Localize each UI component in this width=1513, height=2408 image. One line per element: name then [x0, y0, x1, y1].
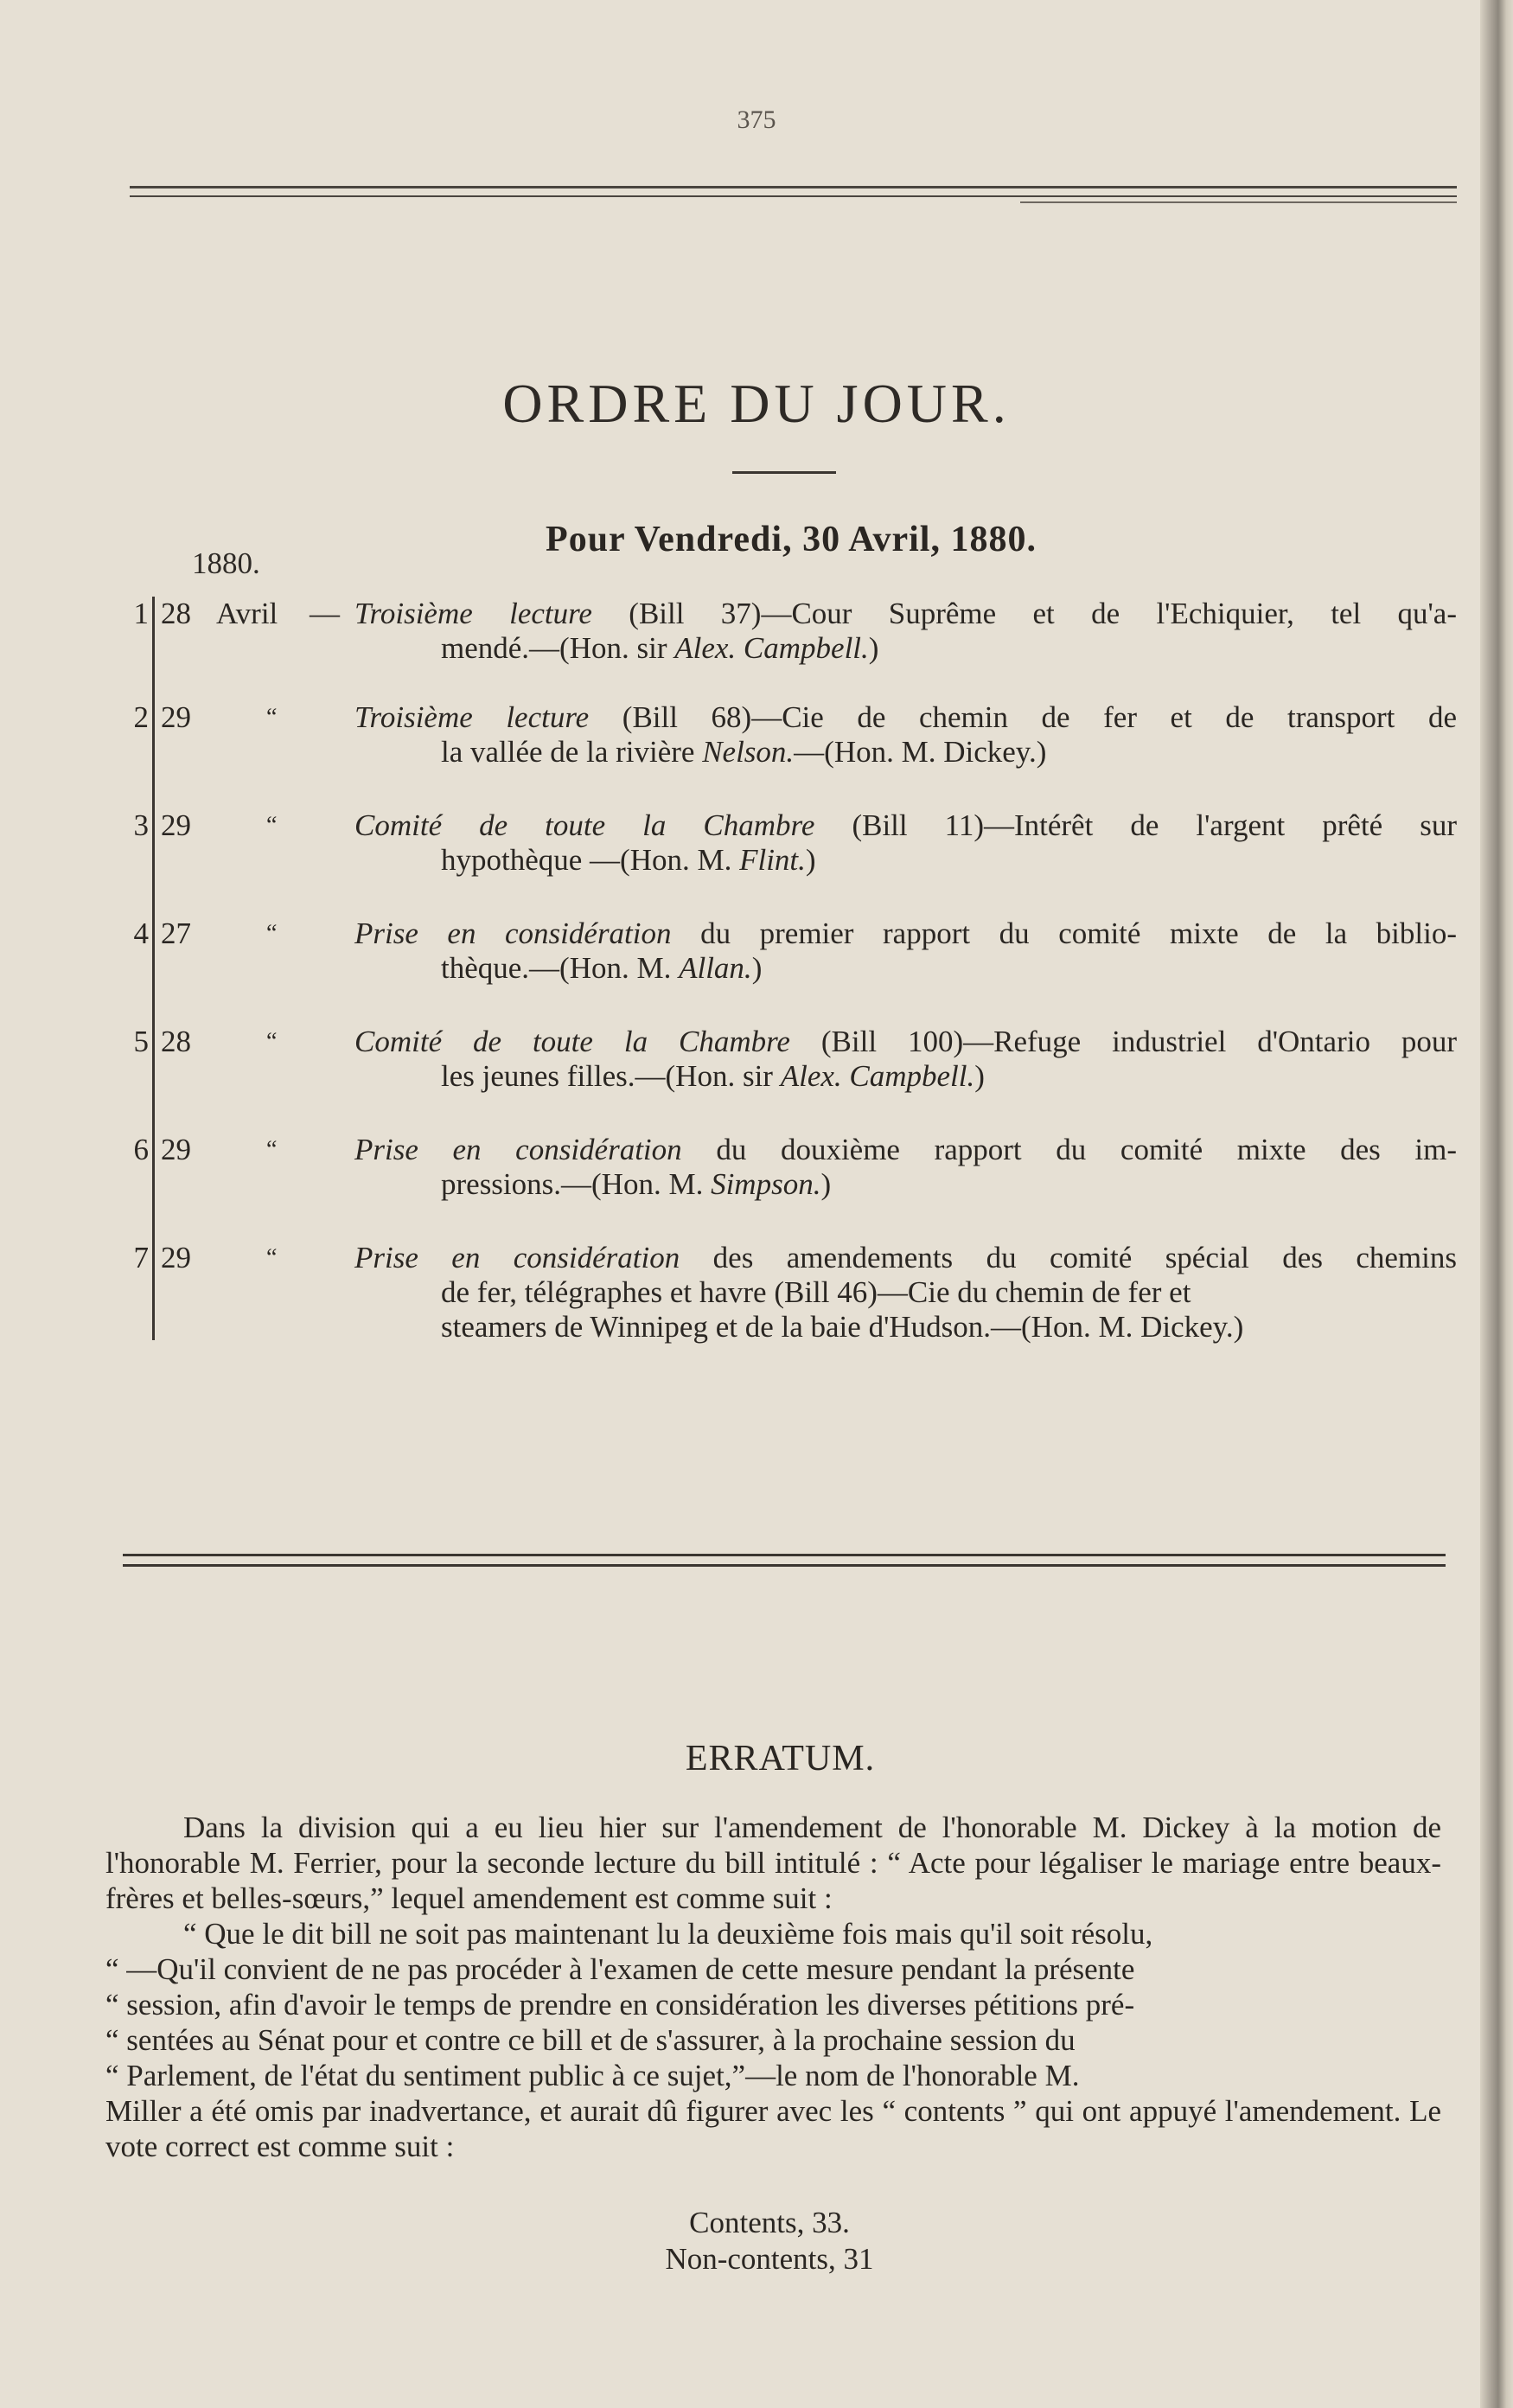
order-line-2-text: les jeunes filles.—(Hon. sir [441, 1059, 781, 1093]
erratum-title: ERRATUM. [685, 1739, 876, 1779]
order-line-2-end: ) [974, 1059, 985, 1093]
order-text [354, 1133, 1457, 1202]
order-line-1: (Bill 37)—Cour Suprême et de l'Echiquier, tel qu'a- [629, 597, 1457, 630]
order-number: 7 [133, 1241, 149, 1274]
order-kind: Comité de toute la Chambre [354, 808, 815, 842]
vote-tally [0, 2205, 1513, 2277]
order-line-2 [354, 735, 1457, 770]
order-line-2 [354, 951, 1457, 986]
order-number: 6 [133, 1133, 149, 1166]
order-day: 29 [161, 1133, 191, 1166]
order-sponsor: Allan. [679, 951, 752, 985]
page-title: ORDRE DU JOUR. [502, 373, 1011, 434]
contents-count: Contents, 33. [689, 2206, 850, 2239]
order-month: Avril [216, 597, 278, 630]
order-line-2-text: hypothèque —(Hon. M. [441, 843, 740, 877]
order-line-2-text: thèque.—(Hon. M. [441, 951, 680, 985]
order-kind: Troisième lecture [354, 597, 592, 630]
section-rule [123, 1554, 1446, 1556]
order-number: 4 [133, 917, 149, 950]
order-line-2-text: mendé.—(Hon. sir [441, 631, 675, 665]
erratum-paragraph-2: Miller a été omis par inadvertance, et aurait dû figurer avec les “ contents ” qui ont appuyé l'amendement. Le vote correct est comme suit : [105, 2094, 1441, 2163]
order-kind: Prise en considération [354, 1241, 680, 1274]
order-text [354, 700, 1457, 770]
order-line-2-text: la vallée de la rivière [441, 735, 703, 769]
column-rule [152, 597, 155, 1340]
order-line-2 [354, 1275, 1457, 1310]
order-sponsor: Nelson. [702, 735, 795, 769]
erratum-quote-line-3: “ session, afin d'avoir le temps de prendre en considération les diverses pétitions pré- [105, 1988, 1135, 2022]
order-day: 28 [161, 1025, 191, 1058]
order-sponsor: Alex. Campbell. [780, 1059, 975, 1093]
ditto-mark: “ [266, 704, 278, 731]
ditto-mark: “ [266, 812, 278, 839]
order-day: 28 [161, 597, 191, 630]
order-line-2-text: pressions.—(Hon. M. [441, 1167, 712, 1201]
order-text [354, 917, 1457, 986]
order-number: 5 [133, 1025, 149, 1058]
erratum-quote-line-2: “ —Qu'il convient de ne pas procéder à l'examen de cette mesure pendant la présente [105, 1952, 1135, 1986]
order-separator: — [310, 597, 340, 630]
order-text [354, 597, 1457, 666]
non-contents-count: Non-contents, 31 [665, 2242, 874, 2276]
ditto-mark: “ [266, 1028, 278, 1055]
order-line-2-text: de fer, télégraphes et havre (Bill 46)—Cie du chemin de fer et [441, 1275, 1191, 1309]
order-line-1: des amendements du comité spécial des chemins [712, 1241, 1457, 1274]
order-day: 29 [161, 808, 191, 842]
order-number: 3 [133, 808, 149, 842]
order-sponsor: Simpson. [711, 1167, 821, 1201]
top-rule-2 [130, 195, 1457, 197]
top-rule [130, 186, 1457, 188]
order-text [354, 808, 1457, 878]
erratum-quote-line-5: “ Parlement, de l'état du sentiment public à ce sujet,”—le nom de l'honorable M. [105, 2059, 1080, 2092]
order-day: 29 [161, 700, 191, 734]
ditto-mark: “ [266, 1244, 278, 1271]
order-kind: Comité de toute la Chambre [354, 1025, 790, 1058]
order-line-2-end: ) [751, 951, 763, 985]
order-text [354, 1025, 1457, 1094]
ditto-mark: “ [266, 920, 278, 947]
year-label: 1880. [192, 546, 260, 580]
order-line-2 [354, 843, 1457, 878]
order-line-2-end: ) [868, 631, 879, 665]
order-day: 29 [161, 1241, 191, 1274]
order-line-2 [354, 1167, 1457, 1202]
date-heading: Pour Vendredi, 30 Avril, 1880. [546, 520, 1037, 559]
order-text [354, 1241, 1457, 1345]
order-line-1: (Bill 100)—Refuge industriel d'Ontario pour [820, 1025, 1458, 1058]
order-line-1: (Bill 68)—Cie de chemin de fer et de transport de [622, 700, 1458, 734]
erratum-quote-line-1: “ Que le dit bill ne soit pas maintenant lu la deuxième fois mais qu'il soit résolu, [183, 1917, 1153, 1951]
top-rule-3 [1020, 201, 1457, 203]
order-sponsor: Flint. [739, 843, 806, 877]
order-line-1: du premier rapport du comité mixte de la biblio- [700, 917, 1457, 950]
erratum-body [105, 1810, 1441, 2164]
section-rule-2 [123, 1564, 1446, 1567]
erratum-quote-line-4: “ sentées au Sénat pour et contre ce bill et de s'assurer, à la prochaine session du [105, 2023, 1076, 2057]
order-line-2-end: ) [805, 843, 816, 877]
order-kind: Troisième lecture [354, 700, 590, 734]
page-edge [1480, 0, 1513, 2408]
ditto-mark: “ [266, 1136, 278, 1163]
order-line-1: (Bill 11)—Intérêt de l'argent prêté sur [852, 808, 1458, 842]
order-sponsor: Alex. Campbell. [674, 631, 869, 665]
order-kind: Prise en considération [354, 917, 672, 950]
order-day: 27 [161, 917, 191, 950]
order-number: 2 [133, 700, 149, 734]
order-kind: Prise en considération [354, 1133, 682, 1166]
order-line-3: steamers de Winnipeg et de la baie d'Hudson.—(Hon. M. Dickey.) [441, 1310, 1244, 1344]
order-line-2-end: ) [820, 1167, 832, 1201]
order-line-2 [354, 1059, 1457, 1094]
page-number: 375 [737, 105, 776, 134]
order-line-2 [354, 631, 1457, 666]
title-divider [732, 471, 836, 474]
order-line-1: du douxième rapport du comité mixte des im- [716, 1133, 1458, 1166]
order-list [121, 597, 1458, 1344]
order-line-2-end: —(Hon. M. Dickey.) [794, 735, 1047, 769]
order-number: 1 [133, 597, 149, 630]
erratum-paragraph-1: Dans la division qui a eu lieu hier sur l'amendement de l'honorable M. Dickey à la motion de l'honorable M. Ferrier, pour la seconde lecture du bill intitulé : “ Acte pour légaliser le mariage entre beaux-frères et belles-sœurs,” lequel amendement est comme suit : [105, 1811, 1441, 1915]
